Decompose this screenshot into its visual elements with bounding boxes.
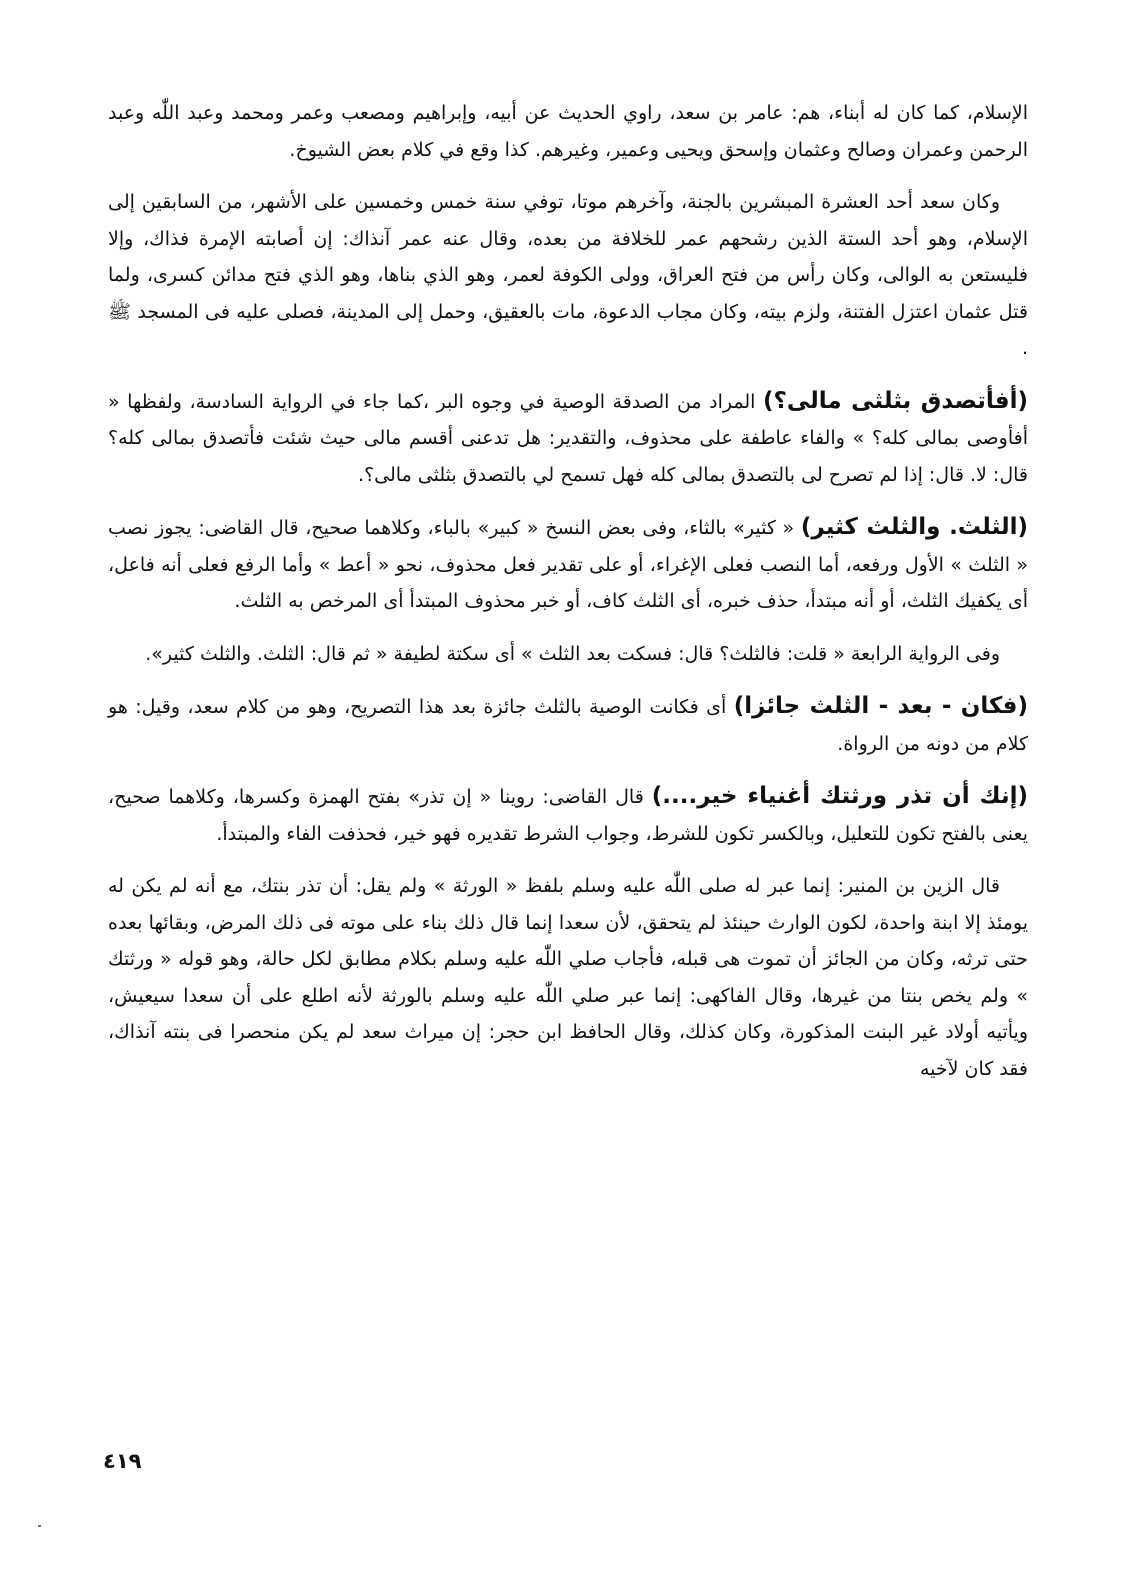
scan-speck [38, 1525, 41, 1527]
paragraph-5-text: وفى الرواية الرابعة « قلت: فالثلث؟ قال: فسكت بعد الثلث » أى سكتة لطيفة « ثم قال: الثلث. والثلث كثير». [145, 642, 1000, 665]
paragraph-1-text: الإسلام، كما كان له أبناء، هم: عامر بن سعد، راوي الحديث عن أبيه، وإبراهيم ومصعب وعمر ومحمد وعبد اللّٰه وعبد الرحمن وعمران وصالح وعثمان وإسحق ويحيى وعمير، وغيرهم. كذا وقع في كلام بعض الشيوخ. [108, 102, 1028, 161]
paragraph-8 [108, 868, 1028, 1087]
paragraph-6-lemma: (فكان - بعد - الثلث جائزا) [733, 693, 1028, 719]
paragraph-7 [108, 778, 1028, 852]
paragraph-4 [108, 509, 1028, 620]
paragraph-6-text: أى فكانت الوصية بالثلث جائزة بعد هذا التصريح، وهو من كلام سعد، وقيل: هو كلام من دونه من الرواة. [108, 696, 1028, 755]
paragraph-3 [108, 383, 1028, 494]
paragraph-3-text: المراد من الصدقة الوصية في وجوه البر ،كما جاء في الرواية السادسة، ولفظها « أفأوصى بمالى كله؟ » والفاء عاطفة على محذوف، والتقدير: هل تدعنى أقسم مالى حيث شئت فأتصدق بمالى كله؟ قال: لا. قال: إذا لم تصرح لى بالتصدق بمالى كله فهل تسمح لي بالتصدق بثلثى مالى؟. [108, 390, 1028, 486]
paragraph-2 [108, 184, 1028, 367]
paragraph-4-text: « كثير» بالثاء، وفى بعض النسخ « كبير» بالباء، وكلاهما صحيح، قال القاضى: يجوز نصب « الثلث » الأول ورفعه، أما النصب فعلى الإغراء، أو على تقدير فعل محذوف، نحو « أعط » وأما الرفع فعلى أنه فاعل، أى يكفيك الثلث، أو أنه مبتدأ، حذف خبره، أى الثلث كاف، أو خبر محذوف المبتدأ أى المرخص به الثلث. [108, 517, 1028, 612]
page-number: ٤١٩ [103, 1449, 142, 1473]
paragraph-4-lemma: (الثلث. والثلث كثير) [800, 514, 1028, 540]
paragraph-5 [108, 636, 1028, 673]
paragraph-1 [108, 95, 1028, 168]
page-body [108, 95, 1028, 1103]
paragraph-7-text: قال القاضى: روينا « إن تذر» بفتح الهمزة وكسرها، وكلاهما صحيح، يعنى بالفتح تكون للتعليل، وبالكسر تكون للشرط، وجواب الشرط تقديره فهو خير، فحذفت الفاء والمبتدأ. [108, 786, 1028, 845]
paragraph-2-text: وكان سعد أحد العشرة المبشرين بالجنة، وآخرهم موتا، توفي سنة خمس وخمسين على الأشهر، من السابقين إلى الإسلام، وهو أحد الستة الذين رشحهم عمر للخلافة من بعده، وقال عنه عمر آنذاك: إن أصابته الإمرة فذاك، وإلا فليستعن به الوالى، وكان رأس من فتح العراق، وولى الكوفة لعمر، وهو الذي بناها، وهو الذي فتح مدائن كسرى، ولما قتل عثمان اعتزل الفتنة، ولزم بيته، وكان مجاب الدعوة، مات بالعقيق، وحمل إلى المدينة، فصلى عليه فى المسجد ﷺ . [108, 191, 1028, 359]
paragraph-3-lemma: (أفأتصدق بثلثى مالى؟) [763, 387, 1028, 414]
paragraph-8-text: قال الزين بن المنير: إنما عبر له صلى اللّٰه عليه وسلم بلفظ « الورثة » ولم يقل: أن تذر بنتك، مع أنه لم يكن له يومئذ إلا ابنة واحدة، لكون الوارث حينئذ لم يتحقق، لأن سعدا إنما قال ذلك بناء على موته فى ذلك المرض، وبقائها بعده حتى ترثه، وكان من الجائز أن تموت هى قبله، فأجاب صلي اللّٰه عليه وسلم بكلام مطابق لكل حالة، وهو قوله « ورثتك » ولم يخص بنتا من غيرها، وقال الفاكهى: إنما عبر صلي اللّٰه عليه وسلم بالورثة لأنه اطلع على أن سعدا سيعيش، ويأتيه أولاد غير البنت المذكورة، وكان كذلك، وقال الحافظ ابن حجر: إن ميراث سعد لم يكن منحصرا فى بنته آنذاك، فقد كان لآخيه [108, 875, 1028, 1080]
paragraph-6 [108, 688, 1028, 762]
paragraph-7-lemma: (إنك أن تذر ورثتك أغنياء خير....) [651, 783, 1028, 809]
